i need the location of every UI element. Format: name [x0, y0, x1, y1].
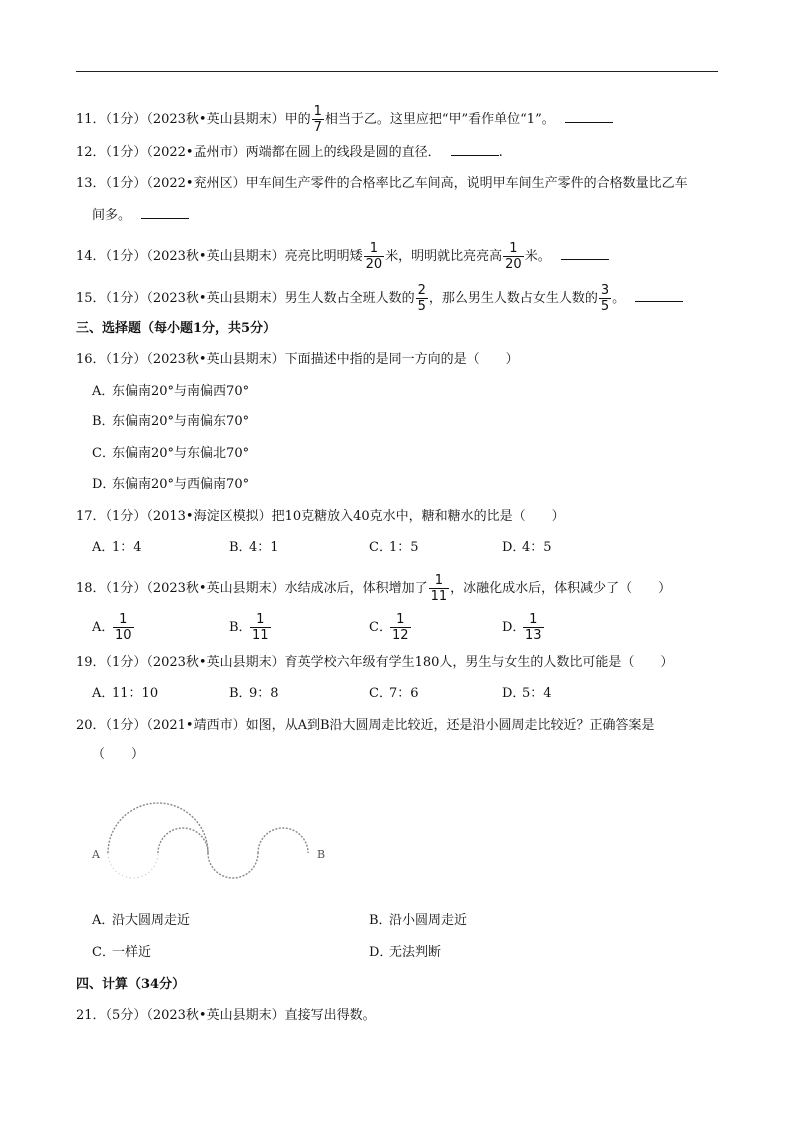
- option-c[interactable]: C．东偏南20°与东偏北70°: [92, 446, 250, 461]
- option-d[interactable]: D． $\frac{1}{13}$: [502, 612, 542, 643]
- option-c[interactable]: C．7：6: [369, 686, 419, 701]
- fraction: $\frac{1}{11}$: [430, 573, 448, 604]
- question-21: 21．（5分）（2023秋•英山县期末）直接写出得数。: [76, 1008, 376, 1023]
- option-b[interactable]: B．沿小圆周走近: [369, 913, 468, 928]
- question-18: 18．（1分）（2023秋•英山县期末）水结成冰后，体积增加了 $\frac{1}{11}$ ，冰融化成水后，体积减少了（ ）: [76, 573, 672, 604]
- answer-blank[interactable]: [565, 110, 613, 123]
- circles-diagram: [88, 795, 338, 895]
- option-b[interactable]: B．9：8: [229, 686, 279, 701]
- small-arc-1: [158, 828, 208, 853]
- option-b[interactable]: B． $\frac{1}{11}$: [229, 612, 269, 643]
- option-c[interactable]: C． $\frac{1}{12}$: [369, 612, 409, 643]
- question-13-continued: 间多。: [92, 206, 189, 225]
- fraction: $\frac{2}{5}$: [417, 283, 426, 314]
- fraction: $\frac{1}{20}$: [505, 241, 522, 272]
- question-20: 20．（1分）（2021•靖西市）如图，从A到B沿大圆周走比较近，还是沿小圆周走比较近？正确答案是: [76, 718, 655, 733]
- answer-blank[interactable]: [561, 247, 609, 260]
- option-a[interactable]: A．东偏南20°与南偏西70°: [92, 384, 250, 399]
- fraction: $\frac{1}{20}$: [365, 241, 383, 272]
- option-a[interactable]: A．11：10: [92, 686, 159, 701]
- option-d[interactable]: D．无法判断: [369, 945, 442, 960]
- option-c[interactable]: C．1：5: [369, 540, 419, 555]
- section-heading: 三、选择题（每小题1分，共5分）: [76, 321, 277, 336]
- option-a[interactable]: A． $\frac{1}{10}$: [92, 612, 132, 643]
- answer-blank[interactable]: [451, 143, 499, 156]
- lower-arc-left: [108, 853, 158, 878]
- question-12: 12．（1分）（2022•孟州市）两端都在圆上的线段是圆的直径． .: [76, 145, 503, 160]
- answer-blank[interactable]: [635, 289, 683, 302]
- option-d[interactable]: D．东偏南20°与西偏南70°: [92, 477, 250, 492]
- section-heading: 四、计算（34分）: [76, 977, 186, 992]
- answer-blank[interactable]: [141, 206, 189, 219]
- header-rule: [76, 71, 718, 72]
- question-16: 16．（1分）（2023秋•英山县期末）下面描述中指的是同一方向的是（ ）: [76, 352, 519, 367]
- option-a[interactable]: A．沿大圆周走近: [92, 913, 191, 928]
- point-a-label: A: [92, 848, 100, 861]
- option-d[interactable]: D．4：5: [502, 540, 552, 555]
- option-b[interactable]: B．东偏南20°与南偏东70°: [92, 414, 250, 429]
- question-13: 13．（1分）（2022•兖州区）甲车间生产零件的合格率比乙车间高，说明甲车间生产零件的合格数量比乙车: [76, 176, 688, 191]
- fraction: $\frac{1}{7}$: [313, 104, 322, 135]
- question-15: 15．（1分）（2023秋•英山县期末）男生人数占全班人数的 $\frac{2}{5}$ ，那么男生人数占女生人数的 $\frac{3}{5}$ 。: [76, 283, 683, 314]
- question-17: 17．（1分）（2013•海淀区模拟）把10克糖放入40克水中，糖和糖水的比是（ ）: [76, 509, 565, 524]
- question-19: 19．（1分）（2023秋•英山县期末）育英学校六年级有学生180人，男生与女生的人数比可能是（ ）: [76, 655, 674, 670]
- question-20-paren: （ ）: [92, 747, 145, 762]
- large-semicircle: [108, 803, 208, 853]
- small-arc-3: [258, 828, 308, 853]
- option-b[interactable]: B．4：1: [229, 540, 279, 555]
- option-c[interactable]: C．一样近: [92, 945, 152, 960]
- option-a[interactable]: A．1：4: [92, 540, 142, 555]
- small-arc-2: [208, 853, 258, 878]
- question-11: 11．（1分）（2023秋•英山县期末）甲的 $\frac{1}{7}$ 相当于乙。这里应把“甲”看作单位“1”。: [76, 104, 613, 135]
- option-d[interactable]: D．5：4: [502, 686, 552, 701]
- question-14: 14．（1分）（2023秋•英山县期末）亮亮比明明矮 $\frac{1}{20}$ 米，明明就比亮亮高 $\frac{1}{20}$ 米。: [76, 241, 609, 272]
- fraction: $\frac{3}{5}$: [600, 283, 610, 314]
- point-b-label: B: [317, 848, 326, 861]
